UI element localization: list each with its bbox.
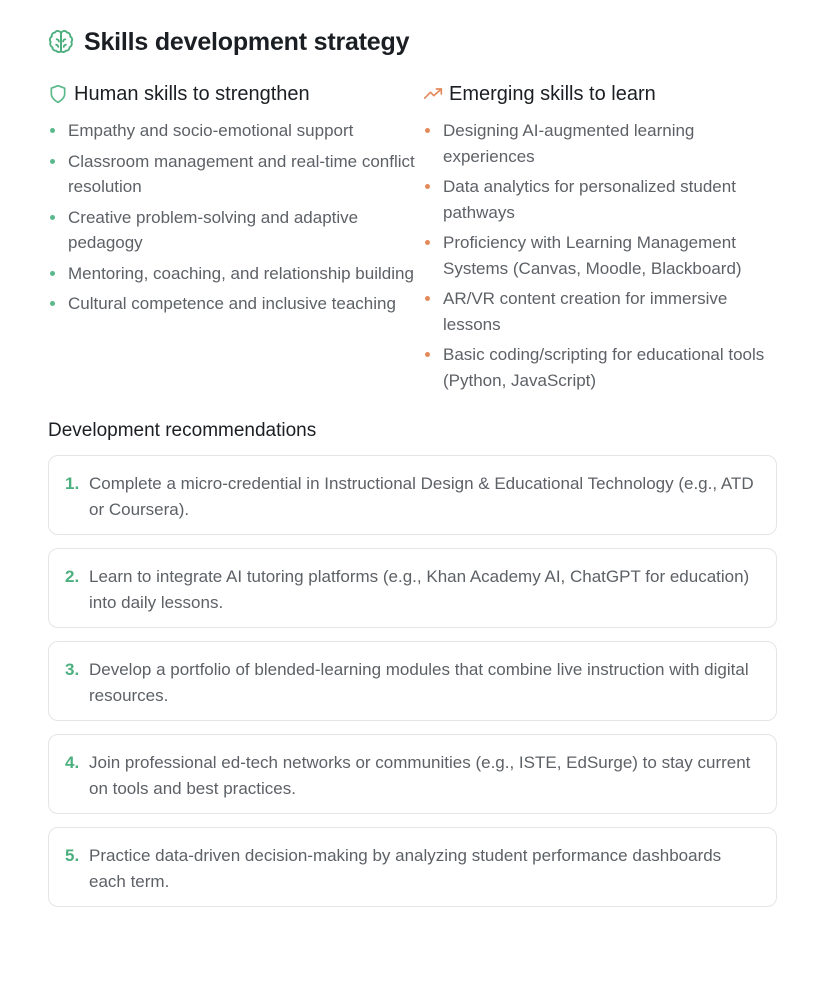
recommendation-number: 2. [65,567,80,586]
list-item [48,118,423,144]
skill-text: Proficiency with Learning Management Systems (Canvas, Moodle, Blackboard) [443,233,742,278]
brain-icon [48,29,74,55]
title-row [48,26,777,58]
page-title: Skills development strategy [84,27,410,56]
bullet-dot [50,159,55,164]
recommendations-list [48,455,777,907]
list-item [423,342,777,393]
list-item [423,286,777,337]
human-skills-heading: Human skills to strengthen [74,82,310,105]
human-skills-list [48,118,423,317]
bullet-dot [425,240,430,245]
emerging-skills-header [423,80,777,108]
bullet-dot [425,184,430,189]
skill-text: Creative problem-solving and adaptive pedagogy [68,207,359,252]
human-skills-header [48,80,423,108]
recommendation-card [48,734,777,814]
bullet-dot [50,215,55,220]
recommendation-text: Practice data-driven decision-making by analyzing student performance dashboards each term. [89,846,722,891]
list-item [423,174,777,225]
skill-text: Cultural competence and inclusive teaching [68,294,396,313]
recommendation-number: 3. [65,660,80,679]
skill-text: Basic coding/scripting for educational tools (Python, JavaScript) [443,345,765,390]
list-item [48,291,423,317]
emerging-skills-heading: Emerging skills to learn [449,82,656,105]
recommendation-card [48,548,777,628]
bullet-dot [50,128,55,133]
recommendation-text: Complete a micro-credential in Instructional Design & Educational Technology (e.g., ATD or Coursera). [89,474,754,519]
recommendation-number: 1. [65,474,80,493]
human-skills-section [48,80,423,398]
skill-text: Data analytics for personalized student pathways [443,177,736,222]
list-item [423,230,777,281]
recommendation-text: Join professional ed-tech networks or communities (e.g., ISTE, EdSurge) to stay current on tools and best practices. [89,753,751,798]
recommendation-number: 4. [65,753,80,772]
list-item [423,118,777,169]
bullet-dot [425,296,430,301]
shield-icon [48,84,68,104]
recommendations-heading: Development recommendations [48,420,317,441]
bullet-dot [50,301,55,306]
skills-columns [48,80,777,398]
list-item [48,149,423,200]
skill-text: AR/VR content creation for immersive lessons [443,289,728,334]
bullet-dot [425,352,430,357]
skill-text: Empathy and socio-emotional support [68,121,354,140]
list-item [48,261,423,287]
emerging-skills-section [423,80,777,398]
recommendation-text: Learn to integrate AI tutoring platforms (e.g., Khan Academy AI, ChatGPT for education) into daily lessons. [89,567,750,612]
bullet-dot [425,128,430,133]
recommendation-card [48,641,777,721]
recommendation-number: 5. [65,846,80,865]
list-item [48,205,423,256]
skills-strategy-panel [48,26,777,920]
skill-text: Classroom management and real-time conflict resolution [68,151,415,196]
emerging-skills-list [423,118,777,393]
recommendation-text: Develop a portfolio of blended-learning modules that combine live instruction with digital resources. [89,660,749,705]
bullet-dot [50,271,55,276]
recommendation-card [48,455,777,535]
skill-text: Designing AI-augmented learning experiences [443,121,695,166]
trending-up-icon [423,84,443,104]
skill-text: Mentoring, coaching, and relationship building [68,263,414,283]
recommendation-card [48,827,777,907]
